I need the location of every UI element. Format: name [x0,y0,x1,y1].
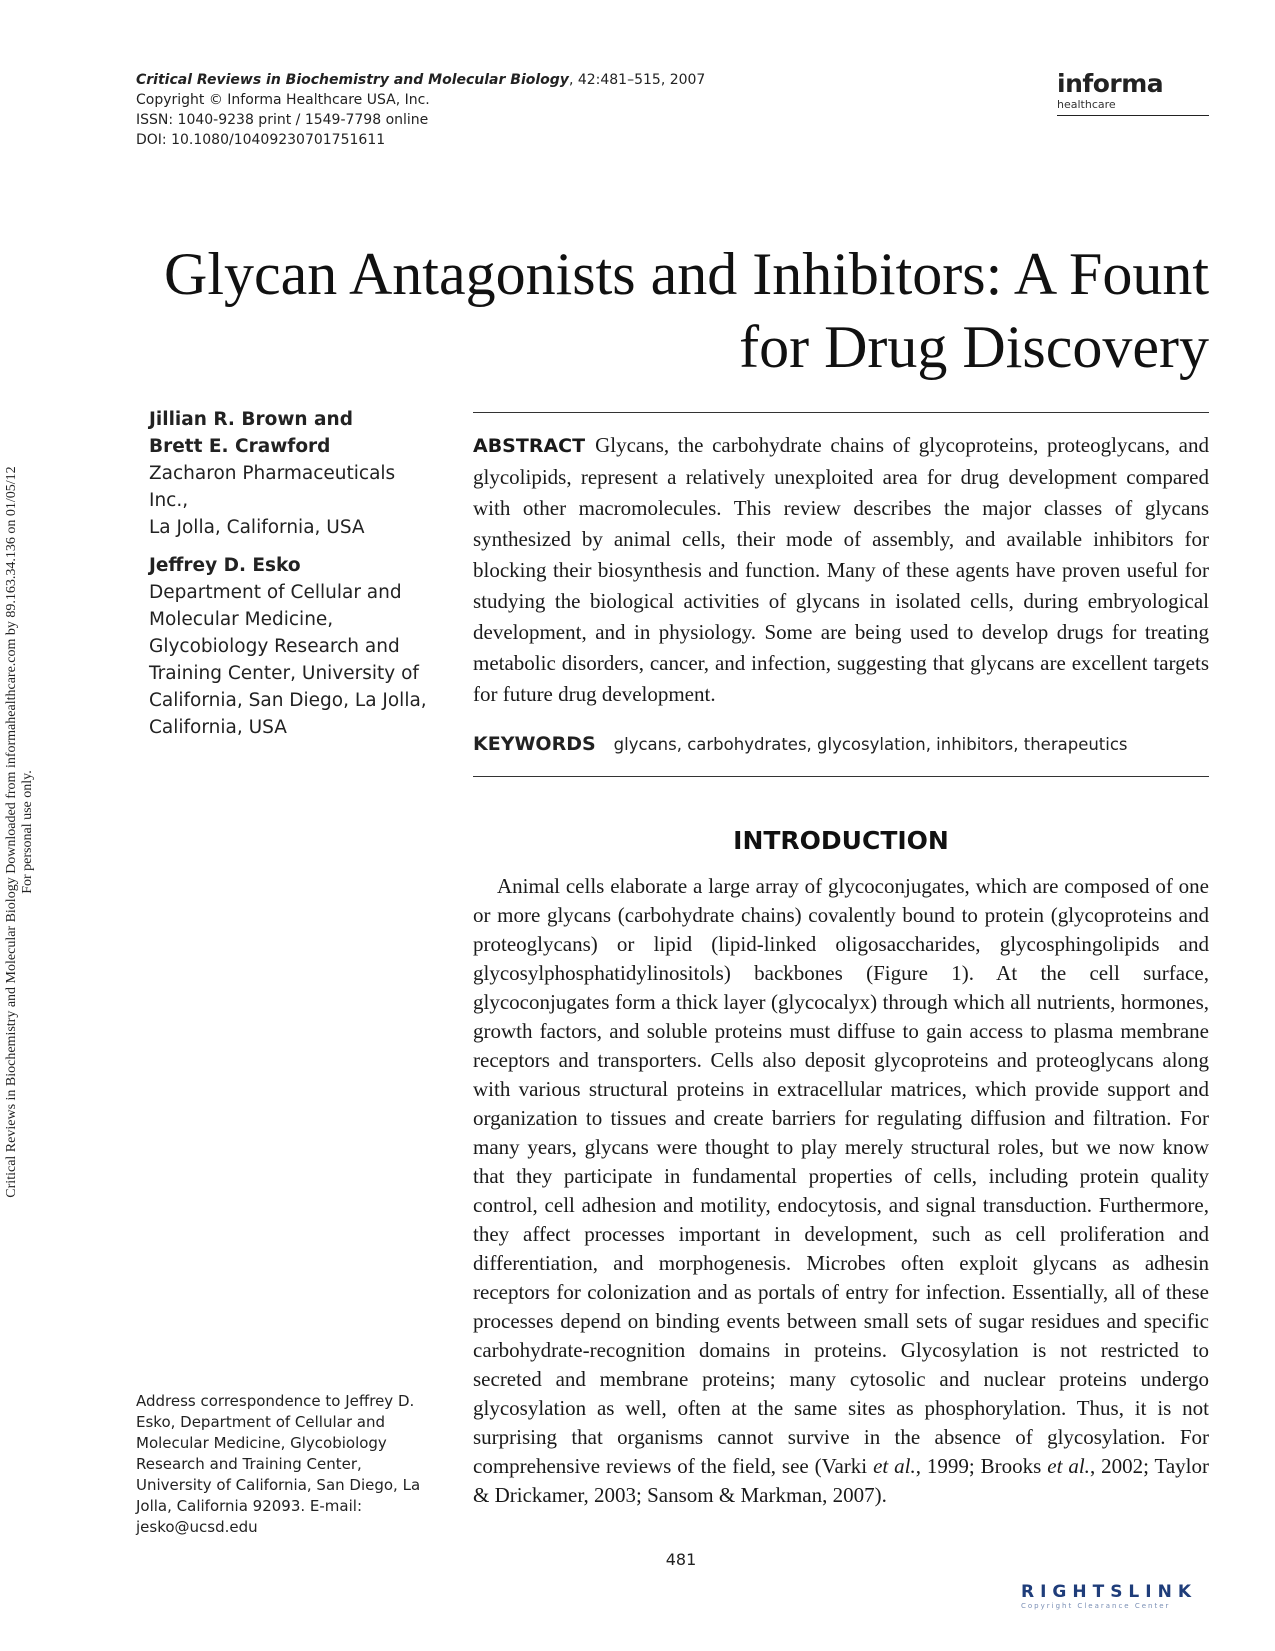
author-block [149,406,439,741]
intro-text: Animal cells elaborate a large array of glycoconjugates, which are composed of one or more glycans (carbohydrate chains) covalently bound to protein (glycoproteins and proteoglycans) or lipid (lipid-linked oligosaccharides, glycosphingolipids and glycosylphosphatidylinositols) backbones (Figure 1). At the cell surface, glycoconjugates form a thick layer (glycocalyx) through which all nutrients, hormones, growth factors, and soluble proteins must diffuse to gain access to plasma membrane receptors and transporters. Cells also deposit glycoproteins and proteoglycans along with various structural proteins in extracellular matrices, which provide support and organization to tissues and create barriers for regulating diffusion and filtration. For many years, glycans were thought to play merely structural roles, but we now know that they participate in fundamental properties of cells, including protein quality control, cell adhesion and motility, endocytosis, and signal transduction. Furthermore, they affect processes important in development, such as cell proliferation and differentiation, and morphogenesis. Microbes often exploit glycans as adhesin receptors for colonization and as portals of entry for infection. Essentially, all of these processes depend on binding events between small sets of sugar residues and specific carbohydrate-recognition domains in proteins. Glycosylation is not restricted to secreted and membrane proteins; many cytosolic and nuclear proteins undergo glycosylation as well, often at the same sites as phosphorylation. Thus, it is not surprising that organisms cannot survive in the absence of glycosylation. For comprehensive reviews of the field, see (Varki [473,874,1209,1478]
abstract-bottom-rule [473,776,1209,777]
author-name-crawford: Brett E. Crawford [149,436,331,457]
abstract [473,430,1209,710]
informa-logo [1057,70,1209,116]
download-notice-line2: For personal use only. [20,770,35,894]
affiliation-line: Zacharon Pharmaceuticals Inc., [149,463,396,511]
download-notice-line1: Critical Reviews in Biochemistry and Molecular Biology Downloaded from informahealthcare.com by 89.163.34.136 on 01/05/12 [4,466,19,1198]
affiliation-line: Molecular Medicine, [149,609,334,630]
doi-line: DOI: 10.1080/10409230701751611 [136,132,386,148]
logo-underline [1057,115,1209,116]
journal-citation [136,70,705,90]
et-al: et al. [873,1454,916,1478]
copyright-line: Copyright © Informa Healthcare USA, Inc. [136,92,430,108]
keywords-heading: KEYWORDS [473,733,596,755]
affiliation-line: Glycobiology Research and [149,636,400,657]
affiliation-line: Training Center, University of [149,663,419,684]
affiliation-line: California, San Diego, La Jolla, [149,690,427,711]
section-heading-introduction: INTRODUCTION [733,826,949,855]
intro-citation: , 1999; Brooks [915,1454,1048,1478]
rightslink-logo [1021,1582,1257,1611]
journal-volume-pages: , 42:481–515, 2007 [568,72,706,88]
affiliation-line: California, USA [149,717,287,738]
logo-subtitle: healthcare [1057,98,1116,111]
logo-word: informa [1057,69,1164,98]
journal-header [136,70,705,150]
rightslink-word: RIGHTSLINK [1021,1582,1197,1602]
abstract-top-rule [473,412,1209,413]
title-line-1: Glycan Antagonists and Inhibitors: A Fount [164,241,1209,307]
keywords [473,733,1209,756]
journal-name: Critical Reviews in Biochemistry and Molecular Biology [136,72,569,88]
affiliation-line: La Jolla, California, USA [149,517,365,538]
article-title [140,238,1209,384]
abstract-text: Glycans, the carbohydrate chains of glycoproteins, proteoglycans, and glycolipids, represent a relatively unexploited area for drug development compared with other macromolecules. This review describes the major classes of glycans synthesized by animal cells, their mode of assembly, and available inhibitors for blocking their biosynthesis and function. Many of these agents have proven useful for studying the biological activities of glycans in isolated cells, during embryological development, and in physiology. Some are being used to develop drugs for treating metabolic disorders, cancer, and infection, suggesting that glycans are excellent targets for future drug development. [473,433,1209,706]
affiliation-line: Department of Cellular and [149,582,402,603]
intro-citation: , 2002; Taylor & Drickamer, 2003; Sansom & Markman, 2007). [473,1454,1209,1507]
correspondence-address: Address correspondence to Jeffrey D. Esko, Department of Cellular and Molecular Medicine, Glycobiology Research and Training Center, University of California, San Diego, La Jolla, California 92093. E-mail: jesko@ucsd.edu [136,1392,421,1536]
issn-line: ISSN: 1040-9238 print / 1549-7798 online [136,112,429,128]
download-notice [4,392,36,1272]
keywords-text: glycans, carbohydrates, glycosylation, inhibitors, therapeutics [613,735,1128,754]
author-name-brown: Jillian R. Brown and [149,409,353,430]
rightslink-tagline: Copyright Clearance Center [1021,1602,1171,1610]
abstract-heading: ABSTRACT [473,435,586,457]
et-al: et al. [1047,1454,1090,1478]
page-number: 481 [665,1550,697,1569]
author-name-esko: Jeffrey D. Esko [149,555,301,576]
introduction-paragraph [473,872,1209,1510]
title-line-2: for Drug Discovery [739,314,1209,380]
